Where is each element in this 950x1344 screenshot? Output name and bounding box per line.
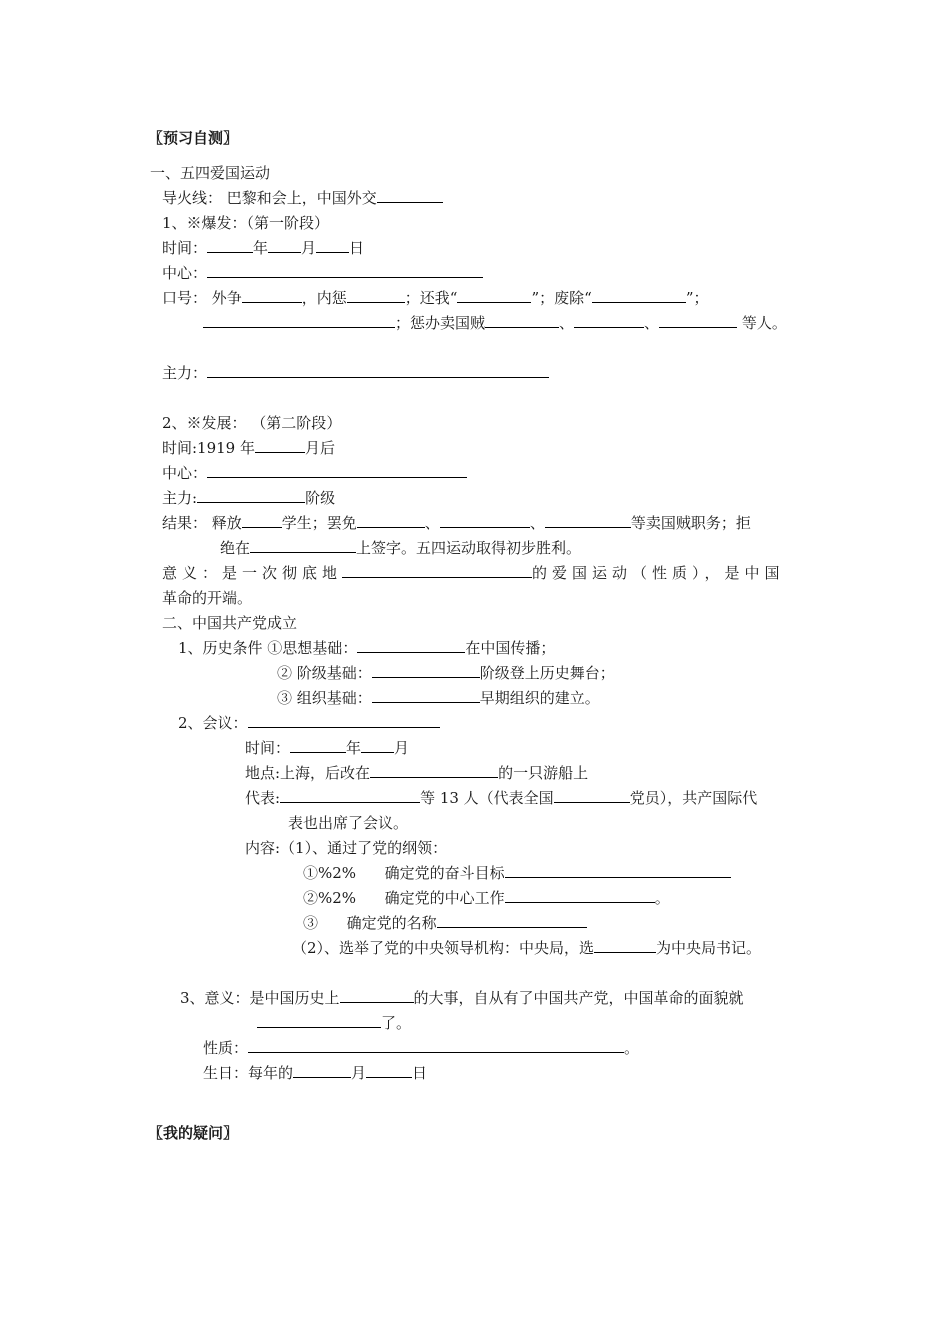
blank-dev-force[interactable] — [197, 488, 305, 503]
bday-a: 生日：每年的 — [203, 1064, 294, 1082]
line-significance — [180, 988, 744, 1008]
m-rep-a: 代表: — [245, 789, 281, 807]
line-content: 内容:（1）、通过了党的纲领： — [245, 839, 448, 857]
blank-month[interactable] — [268, 238, 301, 253]
bday-day-label: 日 — [412, 1064, 428, 1082]
c1-num: ①%2% — [303, 864, 357, 882]
bday-month-label: 月 — [351, 1064, 367, 1082]
blank-traitor-1[interactable] — [485, 313, 559, 328]
dun-1: 、 — [559, 314, 575, 332]
line-condition-3 — [277, 688, 600, 708]
c3-text: 确定党的名称 — [346, 914, 437, 932]
blank-meaning[interactable] — [342, 563, 532, 578]
line-meaning — [162, 563, 785, 583]
blank-year[interactable] — [207, 238, 253, 253]
result-c: 等卖国贼职务；拒 — [630, 514, 751, 532]
m-time-label: 时间： — [245, 739, 291, 757]
year-label: 年 — [253, 239, 269, 257]
blank-slogan-1[interactable] — [242, 288, 302, 303]
line-center-1 — [162, 263, 483, 283]
line-result-2 — [220, 538, 581, 558]
result-a: 结果： 释放 — [162, 514, 242, 532]
line-meeting-time — [245, 738, 409, 758]
blank-force[interactable] — [207, 363, 549, 378]
blank-fuse[interactable] — [377, 188, 443, 203]
line-time-2 — [162, 438, 335, 458]
result2-b: 上签字。五四运动取得初步胜利。 — [356, 539, 582, 557]
blank-slogan-4[interactable] — [592, 288, 686, 303]
line-meeting-reps-2: 表也出席了会议。 — [288, 814, 409, 832]
line-center-2 — [162, 463, 467, 483]
section-title-questions: 〖我的疑问〗 — [148, 1124, 239, 1142]
blank-m-reps[interactable] — [280, 788, 420, 803]
line-content-3 — [303, 913, 587, 933]
result-b: 学生；罢免 — [281, 514, 357, 532]
nature-end: 。 — [624, 1039, 640, 1057]
blank-m-month[interactable] — [361, 738, 394, 753]
slogan-mid: ，内惩 — [301, 289, 347, 307]
dev-force-end: 阶级 — [305, 489, 336, 507]
heading-may-fourth: 一、五四爱国运动 — [150, 164, 271, 182]
blank-dev-center[interactable] — [207, 463, 467, 478]
m-rep-b: 等 13 人（代表全国 — [420, 789, 554, 807]
line-nature — [203, 1038, 639, 1058]
cond2-a: ② 阶级基础： — [277, 664, 372, 682]
c4-b: 为中央局书记。 — [656, 939, 762, 957]
cond3-a: ③ 组织基础： — [277, 689, 372, 707]
dev-force-label: 主力: — [162, 489, 198, 507]
blank-m-members[interactable] — [554, 788, 630, 803]
meeting-label: 2、会议： — [178, 714, 248, 732]
blank-refuse[interactable] — [250, 538, 356, 553]
blank-meeting[interactable] — [248, 713, 440, 728]
line-development: 2、※发展： （第二阶段） — [162, 414, 342, 432]
line-traitors — [203, 313, 787, 333]
dev-time-end: 月后 — [305, 439, 336, 457]
line-significance-2 — [257, 1013, 411, 1033]
c3-num: ③ — [303, 914, 319, 932]
line-fuse — [162, 188, 443, 208]
section-title-preview: 〖预习自测〗 — [148, 129, 239, 147]
m-rep-c: 党员），共产国际代 — [629, 789, 758, 807]
m-place-b: 的一只游船上 — [498, 764, 589, 782]
cond1-b: 在中国传播； — [465, 639, 556, 657]
dev-time-label: 时间:1919 年 — [162, 439, 255, 457]
blank-bday-month[interactable] — [293, 1063, 351, 1078]
chengban-label: ；惩办卖国贼 — [395, 314, 486, 332]
blank-dev-month[interactable] — [255, 438, 305, 453]
slogan-huan: ；还我“ — [404, 289, 458, 307]
cond2-b: 阶级登上历史舞台； — [479, 664, 615, 682]
blank-nature[interactable] — [248, 1038, 624, 1053]
meaning-b: 的爱国运动（性质），是中国 — [532, 564, 785, 582]
blank-c1[interactable] — [505, 863, 731, 878]
line-birthday — [203, 1063, 427, 1083]
blank-bday-day[interactable] — [366, 1063, 412, 1078]
blank-traitor-3[interactable] — [659, 313, 737, 328]
center-label: 中心： — [162, 264, 208, 282]
blank-sig[interactable] — [340, 988, 414, 1003]
c2-text: 确定党的中心工作 — [384, 889, 505, 907]
nature-label: 性质： — [203, 1039, 249, 1057]
c1-text: 确定党的奋斗目标 — [384, 864, 505, 882]
blank-m-year[interactable] — [290, 738, 346, 753]
blank-release[interactable] — [242, 513, 282, 528]
c2-num: ②%2% — [303, 889, 357, 907]
meaning-a: 意义：是一次彻底地 — [162, 564, 343, 582]
line-outbreak: 1、※爆发：（第一阶段） — [162, 214, 330, 232]
result2-a: 绝在 — [220, 539, 251, 557]
blank-slogan-5[interactable] — [203, 313, 395, 328]
blank-slogan-3[interactable] — [457, 288, 531, 303]
blank-sig-2[interactable] — [257, 1013, 381, 1028]
blank-dismiss-1[interactable] — [357, 513, 425, 528]
blank-cond2[interactable] — [372, 663, 480, 678]
sig2: 了。 — [381, 1014, 412, 1032]
blank-m-place[interactable] — [370, 763, 498, 778]
line-force-1 — [162, 363, 549, 383]
sig-b: 的大事，自从有了中国共产党，中国革命的面貌就 — [413, 989, 744, 1007]
blank-cond1[interactable] — [357, 638, 465, 653]
slogan-label: 口号： 外争 — [162, 289, 242, 307]
line-condition-1 — [178, 638, 555, 658]
day-label: 日 — [349, 239, 365, 257]
line-meaning-2: 革命的开端。 — [162, 589, 253, 607]
blank-center[interactable] — [207, 263, 483, 278]
month-label: 月 — [301, 239, 317, 257]
m-year-label: 年 — [346, 739, 362, 757]
heading-cpc-founding: 二、中国共产党成立 — [162, 614, 298, 632]
dun-4: 、 — [529, 514, 545, 532]
time-label: 时间： — [162, 239, 208, 257]
line-slogan — [162, 288, 708, 308]
line-meeting — [178, 713, 440, 733]
line-content-1 — [303, 863, 731, 883]
m-place-a: 地点:上海，后改在 — [245, 764, 371, 782]
blank-cond3[interactable] — [372, 688, 480, 703]
blank-day[interactable] — [316, 238, 349, 253]
blank-secretary[interactable] — [594, 938, 656, 953]
line-time-1 — [162, 238, 364, 258]
line-condition-2 — [277, 663, 615, 683]
dev-center-label: 中心： — [162, 464, 208, 482]
blank-slogan-2[interactable] — [347, 288, 405, 303]
cond3-b: 早期组织的建立。 — [479, 689, 600, 707]
m-month-label: 月 — [394, 739, 410, 757]
line-content-4 — [292, 938, 761, 958]
dun-3: 、 — [424, 514, 440, 532]
c2-end: 。 — [654, 889, 670, 907]
blank-traitor-2[interactable] — [574, 313, 644, 328]
line-force-2 — [162, 488, 335, 508]
line-result — [162, 513, 751, 533]
blank-c3[interactable] — [437, 913, 587, 928]
c4-a: （2）、选举了党的中央领导机构：中央局，选 — [292, 939, 595, 957]
sig-a: 3、意义：是中国历史上 — [180, 989, 340, 1007]
blank-dismiss-2[interactable] — [440, 513, 530, 528]
blank-dismiss-3[interactable] — [545, 513, 631, 528]
blank-c2[interactable] — [505, 888, 655, 903]
fuse-label: 导火线： 巴黎和会上，中国外交 — [162, 189, 377, 207]
dun-2: 、 — [644, 314, 660, 332]
slogan-feichu: ”；废除“ — [531, 289, 592, 307]
line-meeting-reps — [245, 788, 757, 808]
force-label: 主力： — [162, 364, 208, 382]
line-content-2 — [303, 888, 670, 908]
line-meeting-place — [245, 763, 588, 783]
slogan-end: ”； — [685, 289, 709, 307]
cond1-a: 1、历史条件 ①思想基础： — [178, 639, 358, 657]
dengren-label: 等人。 — [741, 314, 787, 332]
